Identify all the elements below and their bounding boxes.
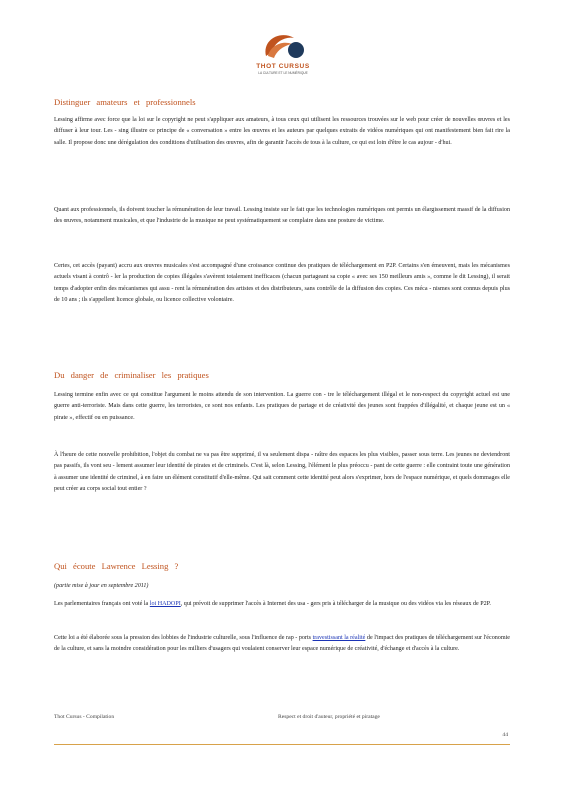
section-title-danger: Du danger de criminaliser les pratiques (54, 370, 209, 380)
footer-left: Thot Cursus - Compilation (54, 714, 115, 720)
section-title-amateurs: Distinguer amateurs et professionnels (54, 97, 196, 107)
paragraph: Quant aux professionnels, ils doivent toucher la rémunération de leur travail. Lessing insiste sur le fait que les technologies numériques ont permis un élargissement massif de la diffusion des œuvres, notamment musicales, et que l'industrie de la musique ne peut systématiquement se complaire dans une posture de victime. (54, 207, 510, 225)
text-run: Les parlementaires français ont voté la (54, 601, 150, 607)
brand-tagline: LA CULTURE ET LE NUMÉRIQUE (258, 71, 308, 75)
paragraph (54, 633, 510, 656)
paragraph (54, 599, 510, 610)
update-note: (partie mise à jour en septembre 2011) (54, 583, 149, 589)
page-number: 44 (502, 732, 508, 738)
text-run: , qui prévoit de supprimer l'accès à Internet des usa - gers pris à télécharger de la musique ou des vidéos via les réseaux de P2P. (180, 601, 491, 607)
paragraph: Lessing termine enfin avec ce qui constitue l'argument le moins attendu de son intervention. La guerre con - tre le téléchargement illégal et le non-respect du copyright actuel est une guerre anti-terroriste. Mais dans cette guerre, les terroristes, ce sont nos enfants. Les pratiques de partage et de créativité des jeunes sont frappées d'illégalité, et chaque jeune est un « pirate », effectif ou en puissance. (54, 392, 510, 421)
paragraph: Certes, cet accès (payant) accru aux œuvres musicales s'est accompagné d'une croissance continue des pratiques de téléchargement en P2P. Certains s'en émeuvent, mais les mécanismes actuels visant à contrô - ler la production de copies illégales s'avèrent totalement inefficaces (chacun partageant sa copie « avec ses 150 meilleurs amis », comme le dit Lessing), il serait temps d'adopter enfin des mécanismes qui assu - rent la rémunération des artistes et des distributeurs, sans contrôle de la diffusion des copies. Ces méca - nismes sont connus depuis plus de 10 ans ; ils s'appellent licence globale, ou licence collective volontaire. (54, 263, 510, 303)
footer-title: Respect et droit d'auteur, propriété et piratage (278, 714, 380, 720)
brand-name: THOT CURSUS (256, 63, 310, 70)
hadopi-link[interactable]: loi HADOPI (149, 601, 181, 607)
reports-link[interactable]: travestissant la réalité (312, 635, 366, 641)
section-title-lessing: Qui écoute Lawrence Lessing ? (54, 561, 179, 571)
text-run: de l'impact des pratiques de téléchargement sur l'économie de la culture, et sans la moindre considération pour les milliers d'usagers qui voulaient conserver leur espace numérique de créativité, d'échange et d'accès à la culture. (54, 635, 510, 653)
paragraph: À l'heure de cette nouvelle prohibition, l'objet du combat ne va pas être supprimé, il va seulement dispa - raître des espaces les plus visibles, passer sous terre. Les jeunes ne deviendront pas passifs, ils vont seu - lement assumer leur identité de pirates et de criminels. C'est là, selon Lessing, l'élément le plus préoccu - pant de cette guerre : elle contraint toute une génération à assumer une identité de criminel, à en faire un élément constitutif d'elle-même. Qui sait comment cette identité peut alors s'exprimer, hors de l'espace numérique, et quels dommages elle peut créer au corps social tout entier ? (54, 452, 510, 492)
paragraph: Lessing affirme avec force que la loi sur le copyright ne peut s'appliquer aux amateurs, à tous ceux qui utilisent les ressources trouvées sur le web pour créer de nouvelles œuvres et les diffuser à leur tour. Les - sing illustre ce principe de « conversation » entre les œuvres et les auteurs par quelques extraits de vidéos numériques qui ont manifestement bien fait rire la salle. Il propose donc une dérégulation des conditions d'utilisation des œuvres, afin de garantir l'accès de tous à la culture, ce qui est loin d'être le cas aujour - d'hui. (54, 117, 510, 146)
text-run: Cette loi a été élaborée sous la pression des lobbies de l'industrie culturelle, sous l'influence de rap - ports (54, 635, 313, 641)
footer-rule (54, 744, 510, 745)
